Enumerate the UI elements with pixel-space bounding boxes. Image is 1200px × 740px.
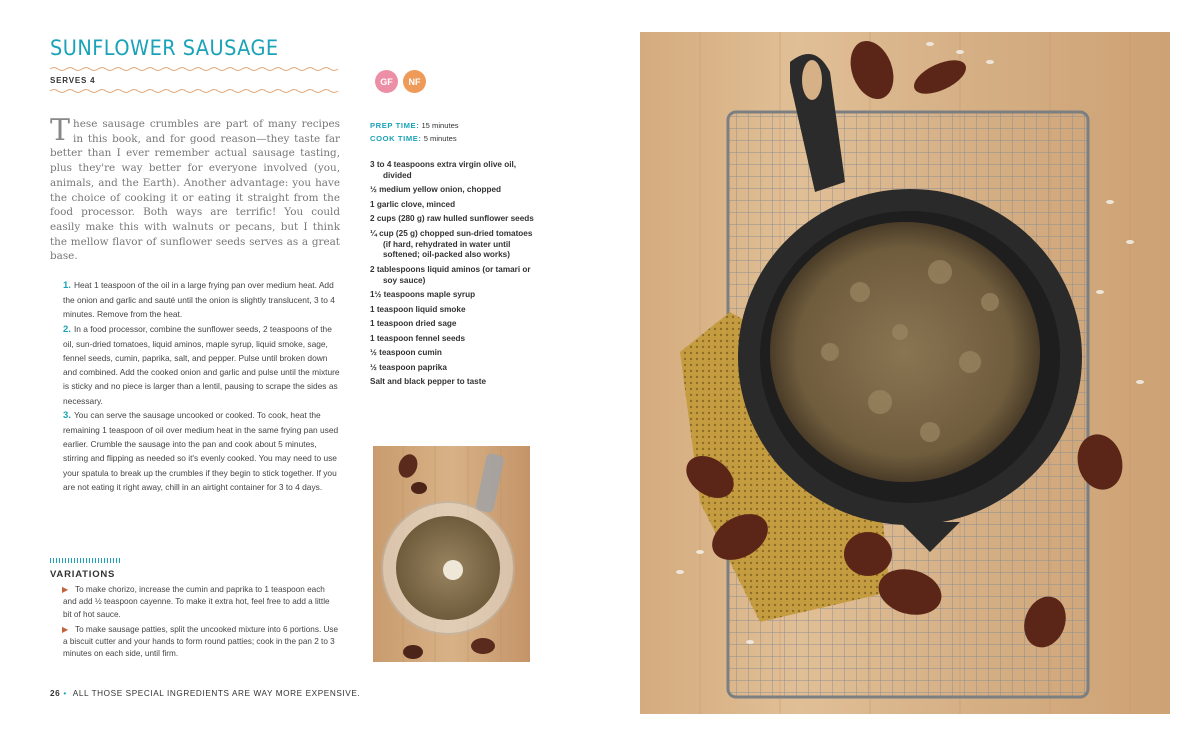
ingredient-item: ½ medium yellow onion, chopped [370,185,502,195]
step-number: 3. [63,409,71,421]
step-3 [63,408,340,494]
serves-label: SERVES 4 [50,76,96,85]
page-number: 26 [50,689,61,698]
step-text: You can serve the sausage uncooked or cooked. To cook, heat the remaining 1 teaspoon of oil over medium heat in the same frying pan used earlier. Crumble the sausage into the pan and cook about 5 minutes, stirring and flipping as needed so it's evenly cooked. You may need to use your spatula to break up the crumbles if they begin to stick together. If you are not eating it right away, chill in an airtight container for 3 to 4 days. [63,409,339,492]
food-processor-illustration [373,446,530,662]
ingredient-item: ¼ cup (25 g) chopped sun-dried tomatoes (if hard, rehydrated in water until softened; oil-packed also works) [370,228,533,260]
cook-time-label: COOK TIME: [370,133,422,143]
triangle-bullet-icon: ▶ [62,624,69,634]
skillet-illustration [640,32,1170,714]
gluten-free-badge: GF [375,70,398,93]
page-footer [50,689,360,698]
ingredient-item: ½ teaspoon paprika [370,362,447,372]
ingredient-item: 1 teaspoon dried sage [370,319,457,329]
variation-item [63,624,340,661]
step-2 [63,322,340,408]
variations-heading: VARIATIONS [50,569,116,580]
ingredient-item: 1 garlic clove, minced [370,199,456,209]
step-text: Heat 1 teaspoon of the oil in a large frying pan over medium heat. Add the onion and garlic and sauté until the onion is slightly translucent, 3 to 4 minutes. Remove from the heat. [63,280,335,320]
cook-time [370,133,459,146]
ingredient-item: 2 tablespoons liquid aminos (or tamari or soy sauce) [370,264,531,285]
ingredient-item: 1 teaspoon liquid smoke [370,304,466,314]
triangle-bullet-icon: ▶ [62,585,69,594]
step-number: 2. [63,323,71,335]
step-1 [63,278,340,322]
ingredient-item: 2 cups (280 g) raw hulled sunflower seeds [370,214,534,224]
running-footer-text: ALL THOSE SPECIAL INGREDIENTS ARE WAY MORE EXPENSIVE. [72,689,361,698]
step-number: 1. [63,280,71,291]
variation-item [63,584,340,621]
drop-cap: T [50,113,71,148]
ingredient-item: ½ teaspoon cumin [370,348,442,358]
ingredient-item: 3 to 4 teaspoons extra virgin olive oil, divided [370,160,517,180]
prep-cook-times [370,120,459,145]
ingredient-item: Salt and black pepper to taste [370,377,487,386]
variations-list [63,584,340,664]
intro-paragraph [50,113,340,264]
variations-divider [50,558,122,563]
food-processor-photo [373,446,530,662]
serves-wavy-rule [50,88,340,94]
method-steps [63,278,340,494]
title-wavy-rule [50,66,340,72]
recipe-title: SUNFLOWER SAUSAGE [50,36,279,60]
step-text: In a food processor, combine the sunflower seeds, 2 teaspoons of the oil, sun-dried tomatoes, liquid aminos, maple syrup, liquid smoke, sage, fennel seeds, cumin, paprika, salt, and pepper. Pulse until broken down and combined. Add the cooked onion and garlic and pulse until the mixture is sticky and no piece is larger than a lentil, pausing to scrape the sides as necessary. [63,323,340,406]
variation-text: To make sausage patties, split the uncooked mixture into 6 portions. Use a biscuit cutter and your hands to form round patties; cook in the pan 2 to 3 minutes on each side, until firm. [63,624,339,659]
intro-text: hese sausage crumbles are part of many recipes in this book, and for good reason—they taste far better than I ever remember actual sausage tasting, plus they're way better for everyone involved (you, animals, and the Earth). Another advantage: you have the choice of cooking it or eating it straight from the food processor. Both ways are terrific! You could easily make this with walnuts or pecans, but I think the mellow flavor of sunflower seeds serves as a great base. [50,118,340,263]
prep-time [370,120,459,133]
cook-time-value: 5 minutes [423,133,457,143]
ingredient-item: 1 teaspoon fennel seeds [370,333,466,343]
skillet-photo [640,32,1170,714]
nut-free-badge: NF [403,70,426,93]
ingredient-item: 1½ teaspoons maple syrup [370,290,476,300]
prep-time-value: 15 minutes [421,121,459,130]
footer-bullet: • [63,689,67,698]
variation-text: To make chorizo, increase the cumin and paprika to 1 teaspoon each and add ½ teaspoon cayenne. To make it extra hot, feel free to add a little bit of hot sauce. [63,585,330,619]
ingredient-list [370,160,535,391]
prep-time-label: PREP TIME: [370,121,420,130]
